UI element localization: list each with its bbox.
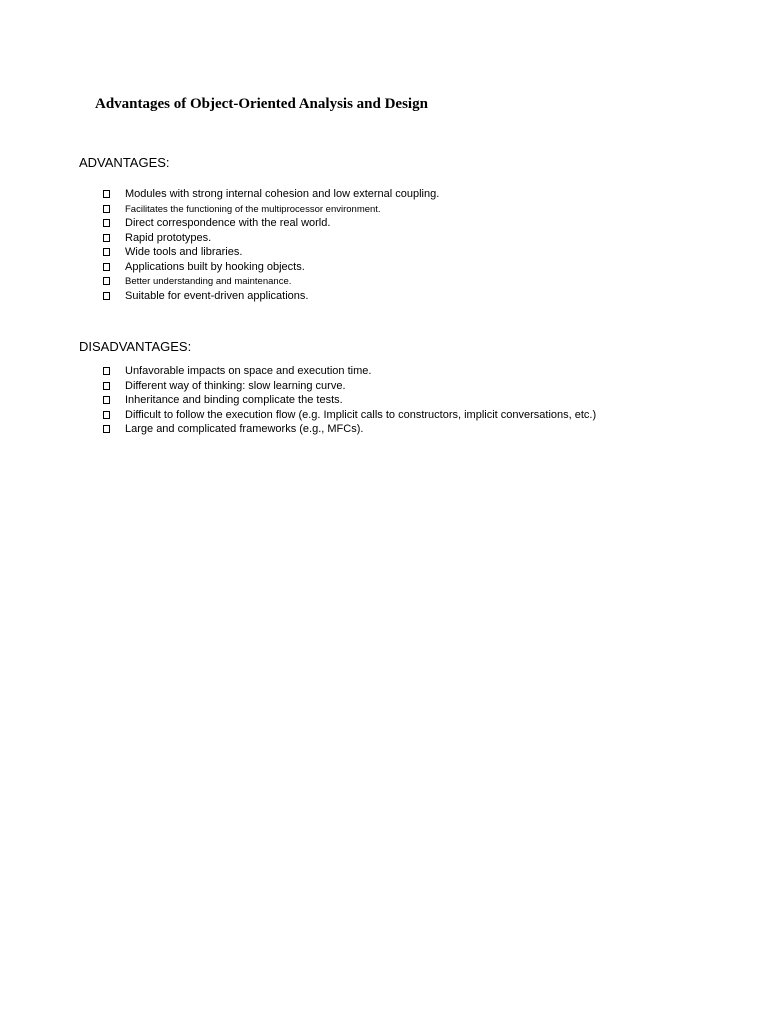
checkbox-bullet-icon xyxy=(103,205,110,213)
list-item xyxy=(0,379,768,394)
checkbox-bullet-icon xyxy=(103,367,110,375)
checkbox-bullet-icon xyxy=(103,263,110,271)
list-item-text: Modules with strong internal cohesion and low external coupling. xyxy=(125,188,440,200)
list-item xyxy=(0,289,768,304)
list-item xyxy=(0,245,768,260)
list-item-text: Facilitates the functioning of the multiprocessor environment. xyxy=(125,203,381,215)
list-item xyxy=(0,408,768,423)
checkbox-bullet-icon xyxy=(103,382,110,390)
disadvantages-list xyxy=(0,364,768,437)
list-item-text: Applications built by hooking objects. xyxy=(125,260,305,273)
checkbox-bullet-icon xyxy=(103,219,110,227)
list-item xyxy=(0,202,768,217)
list-item-text: Wide tools and libraries. xyxy=(125,246,243,258)
list-item xyxy=(0,274,768,289)
list-item xyxy=(0,231,768,246)
list-item-text: Unfavorable impacts on space and execution time. xyxy=(125,365,372,377)
advantages-list xyxy=(0,187,768,303)
list-item-text: Rapid prototypes. xyxy=(125,231,212,244)
checkbox-bullet-icon xyxy=(103,292,110,300)
disadvantages-heading: DISADVANTAGES: xyxy=(79,339,192,354)
list-item-text: Better understanding and maintenance. xyxy=(125,276,292,287)
list-item xyxy=(0,260,768,275)
checkbox-bullet-icon xyxy=(103,248,110,256)
checkbox-bullet-icon xyxy=(103,234,110,242)
list-item-text: Difficult to follow the execution flow (e.g. Implicit calls to constructors, implicit conversations, etc.) xyxy=(125,408,597,421)
list-item xyxy=(0,393,768,408)
list-item xyxy=(0,216,768,231)
list-item xyxy=(0,187,768,202)
list-item-text: Direct correspondence with the real world. xyxy=(125,217,331,229)
list-item xyxy=(0,364,768,379)
checkbox-bullet-icon xyxy=(103,425,110,433)
document-title: Advantages of Object-Oriented Analysis and Design xyxy=(95,96,428,112)
checkbox-bullet-icon xyxy=(103,190,110,198)
checkbox-bullet-icon xyxy=(103,396,110,404)
list-item xyxy=(0,422,768,437)
list-item-text: Large and complicated frameworks (e.g., MFCs). xyxy=(125,423,364,435)
list-item-text: Suitable for event-driven applications. xyxy=(125,289,309,302)
advantages-heading: ADVANTAGES: xyxy=(79,155,170,170)
checkbox-bullet-icon xyxy=(103,411,110,419)
list-item-text: Different way of thinking: slow learning curve. xyxy=(125,379,346,392)
list-item-text: Inheritance and binding complicate the tests. xyxy=(125,394,343,406)
checkbox-bullet-icon xyxy=(103,277,110,285)
